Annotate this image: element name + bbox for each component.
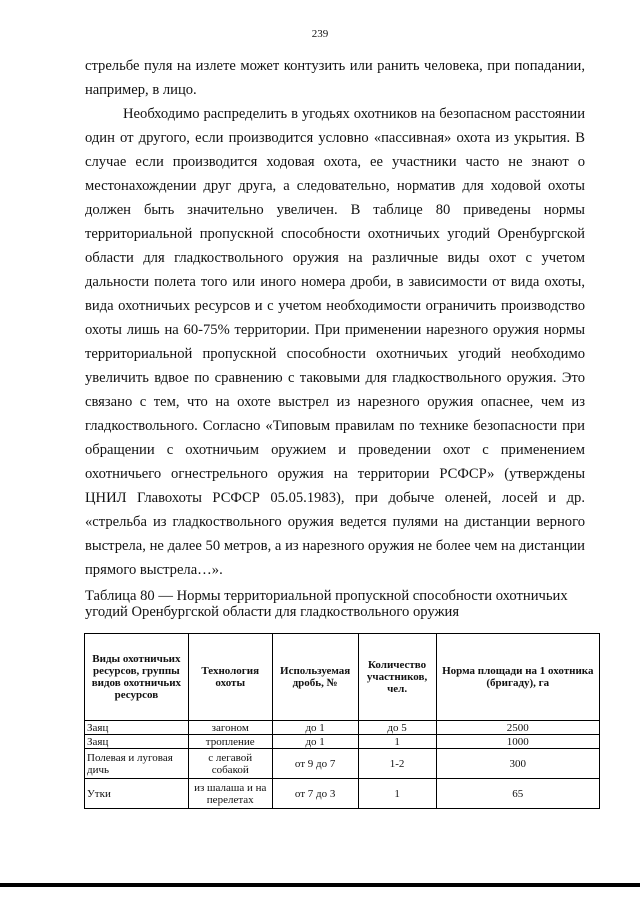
- table-row: [85, 735, 600, 749]
- paragraph-main: Необходимо распределить в угодьях охотников на безопасном расстоянии один от другого, если производится условно «пассивная» охота из укрытия. В случае если производится ходовая охота, ее участники часто не знают о местонахождении друг друга, а следовательно, норматив для ходовой охоты должен быть значительно увеличен. В таблице 80 приведены нормы территориальной пропускной способности охотничьих угодий Оренбургской области для гладкоствольного оружия на различные виды охот с учетом дальности полета того или иного номера дроби, в зависимости от вида охоты, вида охотничьих ресурсов и с учетом необходимости ограничить производство охоты лишь на 60-75% территории. При применении нарезного оружия нормы территориальной пропускной способности охотничьих угодий необходимо увеличить вдвое по сравнению с таковыми для гладкоствольного оружия. Это связано с тем, что на охоте выстрел из нарезного оружия опаснее, чем из гладкоствольного. Согласно «Типовым правилам по технике безопасности при обращении с охотничьим оружием и проведении охот с применением охотничьего огнестрельного оружия на территории РСФСР» (утверждены ЦНИЛ Главохоты РСФСР 05.05.1983), при добыче оленей, лосей и др. «стрельба из гладкоствольного оружия ведется пулями на дистанции верного выстрела, не далее 50 метров, а из нарезного оружия не более чем на дистанции прямого выстрела…».: [85, 106, 585, 578]
- cell-participants: 1-2: [358, 749, 436, 779]
- cell-resource: Заяц: [85, 721, 189, 735]
- norms-table: [84, 633, 600, 809]
- cell-area-norm: 300: [436, 749, 599, 779]
- cell-resource: Заяц: [85, 735, 189, 749]
- cell-technology: загоном: [188, 721, 272, 735]
- header-shot: Используемая дробь, №: [272, 634, 358, 721]
- cell-shot: до 1: [272, 735, 358, 749]
- page-number: 239: [311, 28, 329, 40]
- table-header-row: [85, 634, 600, 721]
- table-row: [85, 721, 600, 735]
- cell-shot: от 7 до 3: [272, 779, 358, 809]
- cell-participants: 1: [358, 735, 436, 749]
- header-area-norm: Норма площади на 1 охотника (бригаду), га: [436, 634, 599, 721]
- cell-technology: тропление: [188, 735, 272, 749]
- cell-technology: с легавой собакой: [188, 749, 272, 779]
- cell-participants: до 5: [358, 721, 436, 735]
- header-technology: Технология охоты: [188, 634, 272, 721]
- cell-technology: из шалаша и на перелетах: [188, 779, 272, 809]
- cell-shot: до 1: [272, 721, 358, 735]
- paragraph-continuation: стрельбе пуля на излете может контузить или ранить человека, при попадании, например, в лицо.: [85, 58, 585, 98]
- header-participants: Количество участников, чел.: [358, 634, 436, 721]
- table-row: [85, 749, 600, 779]
- cell-participants: 1: [358, 779, 436, 809]
- cell-resource: Утки: [85, 779, 189, 809]
- cell-area-norm: 1000: [436, 735, 599, 749]
- cell-shot: от 9 до 7: [272, 749, 358, 779]
- header-resources: Виды охотничьих ресурсов, группы видов охотничьих ресурсов: [85, 634, 189, 721]
- cell-area-norm: 65: [436, 779, 599, 809]
- body-text: [85, 54, 585, 582]
- cell-area-norm: 2500: [436, 721, 599, 735]
- table-row: [85, 779, 600, 809]
- bottom-rule: [0, 883, 640, 887]
- table-caption: Таблица 80 — Нормы территориальной пропускной способности охотничьих угодий Оренбургской области для гладкоствольного оружия: [85, 588, 568, 620]
- cell-resource: Полевая и луговая дичь: [85, 749, 189, 779]
